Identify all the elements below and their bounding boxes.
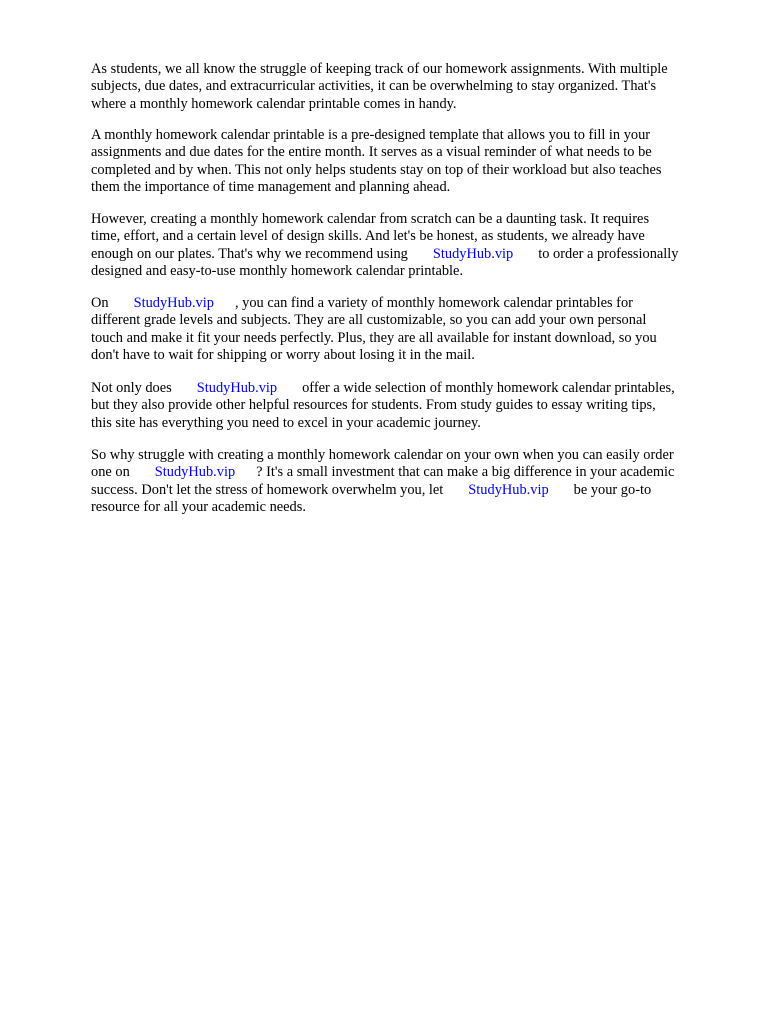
paragraph-1: [91, 61, 731, 113]
text-line: different grade levels and subjects. They are all customizable, so you can add your own personal: [91, 312, 647, 329]
text-line: but they also provide other helpful resources for students. From study guides to essay writing tips,: [91, 397, 656, 414]
paragraph-4: [91, 295, 731, 364]
studyhub-link[interactable]: StudyHub.vip: [133, 295, 214, 311]
text-line: However, creating a monthly homework calendar from scratch can be a daunting task. It requires: [91, 211, 650, 227]
text-line: this site has everything you need to excel in your academic journey.: [91, 414, 481, 431]
text-line: don't have to wait for shipping or worry about losing it in the mail.: [91, 346, 475, 363]
studyhub-link[interactable]: StudyHub.vip: [432, 245, 514, 262]
text-line-with-link: [91, 246, 731, 263]
text-after-link: ? It's a small investment that can make a big difference in your academic: [256, 464, 675, 481]
text-line: resource for all your academic needs.: [91, 498, 306, 515]
text-line: time, effort, and a certain level of design skills. And let's be honest, as students, we already have: [91, 228, 645, 245]
text-after-link: to order a professionally: [538, 245, 679, 262]
text-line: touch and make it fit your needs perfectly. Plus, they are all available for instant download, so you: [91, 329, 657, 346]
text-before-link: On: [91, 295, 109, 311]
text-after-link: be your go-to: [573, 481, 652, 498]
text-line-with-link: [91, 380, 731, 397]
paragraph-6: [91, 447, 731, 516]
text-after-link: offer a wide selection of monthly homework calendar printables,: [302, 380, 675, 396]
text-line: As students, we all know the struggle of keeping track of our homework assignments. With multiple: [91, 61, 668, 77]
text-before-link: one on: [91, 464, 130, 481]
text-line: completed and by when. This not only helps students stay on top of their workload but also teaches: [91, 161, 662, 178]
text-after-link: , you can find a variety of monthly homework calendar printables for: [234, 295, 633, 311]
text-before-link: success. Don't let the stress of homework overwhelm you, let: [91, 481, 444, 498]
paragraph-3: [91, 211, 731, 280]
studyhub-link[interactable]: StudyHub.vip: [196, 380, 278, 396]
text-line: So why struggle with creating a monthly homework calendar on your own when you can easily order: [91, 447, 674, 463]
text-line: them the importance of time management and planning ahead.: [91, 178, 451, 195]
text-line: subjects, due dates, and extracurricular activities, it can be overwhelming to stay organized. That's: [91, 78, 657, 95]
text-before-link: enough on our plates. That's why we recommend using: [91, 245, 408, 262]
paragraph-5: [91, 380, 731, 432]
text-line-with-link: [91, 464, 731, 481]
paragraph-2: [91, 127, 731, 196]
text-before-link: Not only does: [91, 380, 172, 396]
studyhub-link[interactable]: StudyHub.vip: [468, 481, 549, 498]
text-line: designed and easy-to-use monthly homework calendar printable.: [91, 262, 464, 279]
text-line: A monthly homework calendar printable is a pre-designed template that allows you to fill in your: [91, 127, 651, 143]
text-line: where a monthly homework calendar printable comes in handy.: [91, 95, 457, 112]
text-line-with-link: [91, 482, 731, 499]
text-line-with-link: [91, 295, 731, 312]
text-line: assignments and due dates for the entire month. It serves as a visual reminder of what needs to be: [91, 144, 652, 161]
studyhub-link[interactable]: StudyHub.vip: [154, 464, 236, 481]
